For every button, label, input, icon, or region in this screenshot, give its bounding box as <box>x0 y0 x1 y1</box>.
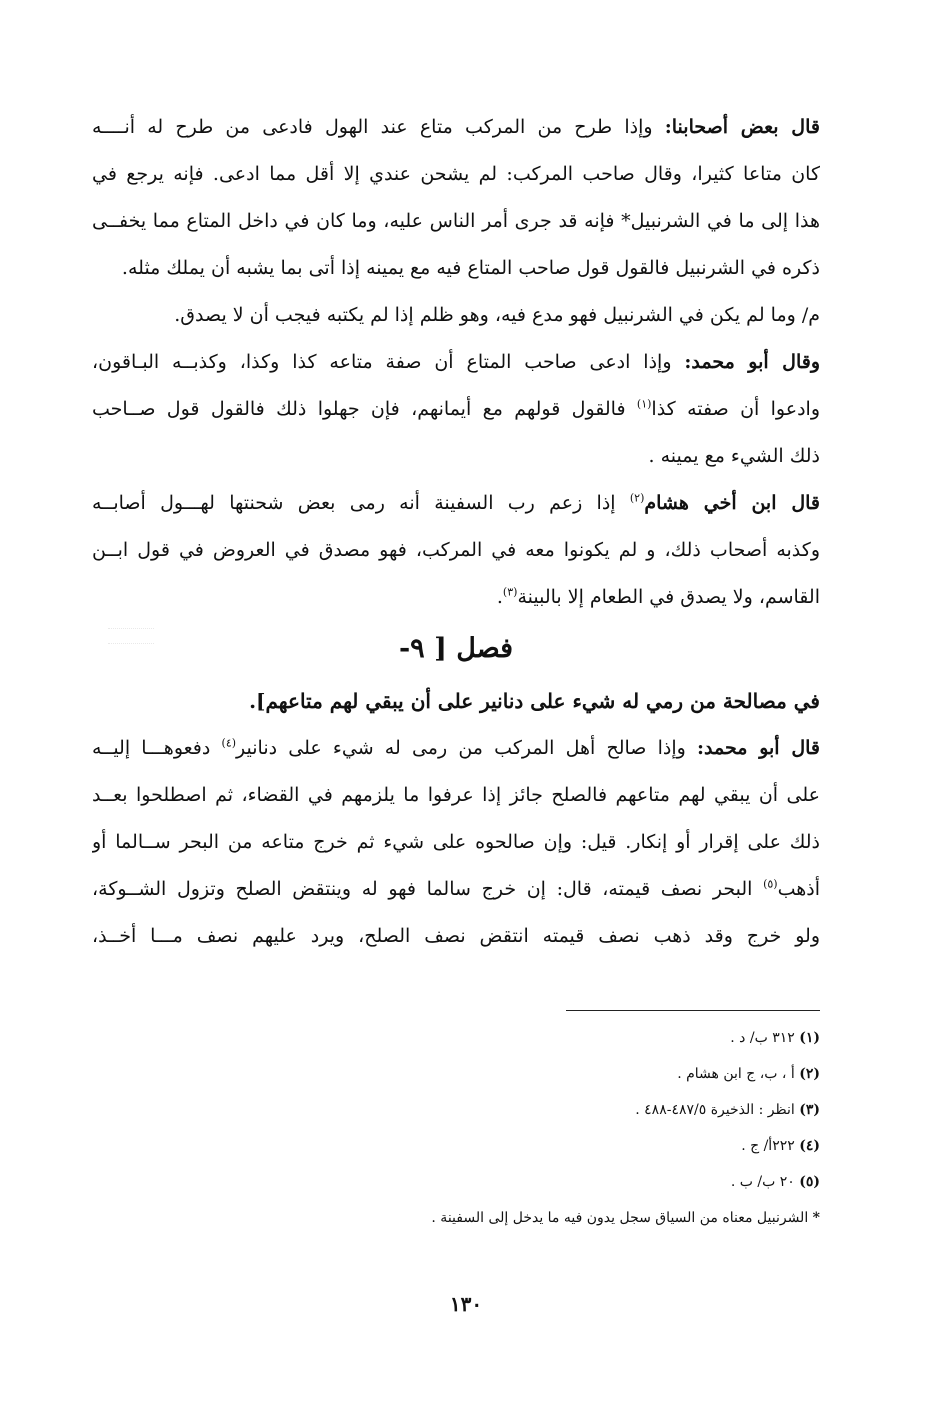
paragraph-block-2 <box>92 725 820 960</box>
line-text: كان متاعا كثيرا، وقال صاحب المركب: لم يشحن عندي إلا أقل مما ادعى. فإنه يرجع في <box>92 163 820 185</box>
footnote-ref: (٤) <box>221 736 237 750</box>
footnote-number: (٤) <box>799 1138 820 1154</box>
footnote-item <box>300 1092 820 1128</box>
footnote-text: الشرنبيل معناه من السياق سجل يدون فيه ما يدخل إلى السفينة . <box>431 1210 813 1226</box>
footnote-text: أ ، ب، ج ابن هشام . <box>677 1066 800 1082</box>
speaker-lead: قال أبو محمد: <box>697 737 820 759</box>
line-text: . <box>496 586 503 608</box>
line-text: م/ وما لم يكن في الشرنبيل فهو مدع فيه، وهو ظلم إذا لم يكتبه فيجب أن لا يصدق. <box>174 304 820 326</box>
chapter-title: فصل [ ٩- <box>398 633 514 664</box>
footnote-text: انظر : الذخيرة ٤٨٧/٥-٤٨٨ . <box>635 1102 800 1118</box>
footnote-ref: (٣) <box>502 585 518 599</box>
text-line <box>92 772 820 819</box>
line-text: وإذا ادعى صاحب المتاع أن صفة متاعه كذا وكذا، وكذبــه البـاقون، <box>92 351 685 373</box>
line-text: القاسم، ولا يصدق في الطعام إلا بالبينة <box>517 586 820 608</box>
text-line <box>92 480 820 527</box>
speaker-lead: قال بعض أصحابنا: <box>664 116 820 138</box>
faint-stamp-mark <box>108 628 154 644</box>
line-text: ذلك على إقرار أو إنكار. قيل: وإن صالحوه على شيء ثم خرج متاعه من البحر ســالما أو <box>92 831 820 853</box>
footnotes <box>300 1020 820 1236</box>
footnote-text: ٢٢٢أ/ ج . <box>741 1138 800 1154</box>
footnote-ref: (١) <box>636 397 652 411</box>
line-text: ولو خرج وقد ذهب نصف قيمته انتقض نصف الصلح، ويرد عليهم نصف مـــا أخــذ، <box>92 925 820 947</box>
chapter-subtitle: في مصالحة من رمي له شيء على دنانير على أن يبقي لهم متاعهم]. <box>249 689 820 713</box>
line-text: وادعوا أن صفته كذا <box>651 398 820 420</box>
footnote-item <box>300 1020 820 1056</box>
line-text: على أن يبقي لهم متاعهم فالصلح جائز إذا عرفوا ما يلزمهم في القضاء، ثم اصطلحوا بعــد <box>92 784 820 806</box>
line-text: دفعوهـــا إليــه <box>92 737 222 759</box>
footnote-number: (١) <box>799 1030 820 1046</box>
footnote-item <box>300 1164 820 1200</box>
page-number: ١٣٠ <box>449 1292 483 1316</box>
line-text: أذهب <box>777 878 820 900</box>
speaker-lead: قال ابن أخي هشام <box>644 492 820 514</box>
line-text: وإذا صالح أهل المركب من رمى له شيء على دنانير <box>236 737 698 759</box>
footnote-separator <box>566 1010 820 1011</box>
footnote-item <box>300 1128 820 1164</box>
text-line <box>92 292 820 339</box>
text-line <box>92 198 820 245</box>
text-line <box>92 913 820 960</box>
line-text: ذلك الشيء مع يمينه . <box>648 445 820 467</box>
text-line <box>92 386 820 433</box>
footnote-item <box>300 1200 820 1236</box>
text-line <box>92 866 820 913</box>
text-line <box>92 574 820 621</box>
line-text: فالقول قولهم مع أيمانهم، فإن جهلوا ذلك فالقول قول صــاحب <box>92 398 637 420</box>
footnote-number: (٣) <box>799 1102 820 1118</box>
text-line <box>92 527 820 574</box>
text-line <box>92 245 820 292</box>
text-line <box>92 339 820 386</box>
line-text: وإذا طرح من المركب متاع عند الهول فادعى من طرح له أنــــه <box>92 116 665 138</box>
footnote-item <box>300 1056 820 1092</box>
line-text: ذكره في الشرنبيل فالقول قول صاحب المتاع فيه مع يمينه إذا أتى بما يشبه أن يملك مثله. <box>121 257 820 279</box>
footnote-ref: (٢) <box>629 491 645 505</box>
footnote-text: ٢٠ ب/ ب . <box>730 1174 800 1190</box>
main-text <box>92 104 820 960</box>
text-line <box>92 151 820 198</box>
footnote-ref: (٥) <box>763 877 778 891</box>
line-text: هذا إلى ما في الشرنبيل* فإنه قد جرى أمر الناس عليه، وما كان في داخل المتاع مما يخفــى <box>92 210 820 232</box>
line-text: إذا زعم رب السفينة أنه رمى بعض شحنتها لهـــول أصابــه <box>92 492 630 514</box>
line-text: وكذبه أصحاب ذلك، و لم يكونوا معه في المركب، فهو مصدق في العروض في قول ابــن <box>92 539 820 561</box>
text-line <box>92 725 820 772</box>
line-text: البحر نصف قيمته، قال: إن خرج سالما فهو له وينتقض الصلح وتزول الشــوكة، <box>92 878 764 900</box>
footnote-number: (٢) <box>799 1066 820 1082</box>
footnote-number: (٥) <box>799 1174 820 1190</box>
footnote-text: ٣١٢ ب/ د . <box>730 1030 800 1046</box>
footnote-number: * <box>812 1210 820 1226</box>
text-line <box>92 433 820 480</box>
text-line <box>92 819 820 866</box>
text-line <box>92 104 820 151</box>
speaker-lead: وقال أبو محمد: <box>684 351 820 373</box>
paragraph-block-1 <box>92 104 820 621</box>
